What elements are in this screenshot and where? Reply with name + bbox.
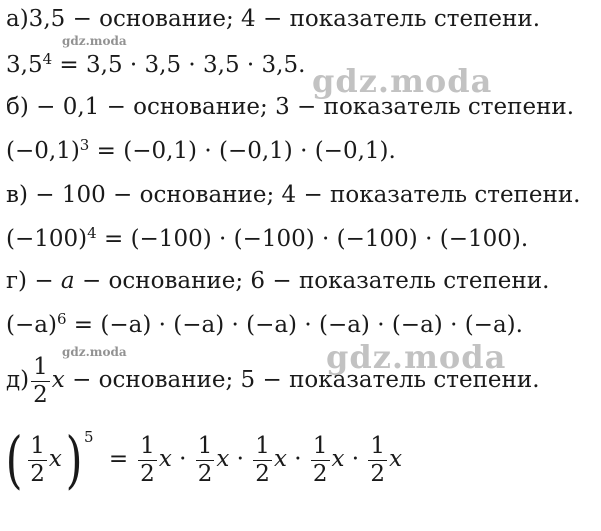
a-exponent: 4 bbox=[42, 49, 53, 68]
item-b-expansion bbox=[6, 136, 396, 166]
g-exponent: 6 bbox=[56, 309, 67, 328]
frac-numerator: 1 bbox=[197, 432, 213, 459]
b-exponent: 3 bbox=[79, 135, 90, 154]
frac-numerator: 1 bbox=[30, 432, 45, 459]
d-prefix: д) bbox=[6, 367, 30, 393]
item-v-expansion bbox=[6, 224, 528, 254]
frac-numerator: 1 bbox=[370, 432, 386, 459]
factor-3-fraction bbox=[253, 432, 272, 487]
b-base: (−0,1) bbox=[6, 138, 80, 164]
watermark-large-top: gdz.moda bbox=[312, 62, 493, 100]
g-product: = (−a) · (−a) · (−a) · (−a) · (−a) · (−a). bbox=[66, 312, 523, 338]
d-variable: x bbox=[216, 446, 230, 472]
watermark-small-bottom: gdz.moda bbox=[62, 345, 127, 359]
a-product: = 3,5 · 3,5 · 3,5 · 3,5. bbox=[52, 52, 306, 78]
left-big-paren: ( bbox=[5, 423, 23, 496]
factor-5-fraction bbox=[368, 432, 387, 487]
item-g-description bbox=[6, 266, 549, 296]
v-base: (−100) bbox=[6, 226, 88, 252]
item-v-description: в) − 100 − основание; 4 − показатель степени. bbox=[6, 182, 581, 208]
frac-numerator: 1 bbox=[312, 432, 328, 459]
multiply-dot: · bbox=[236, 446, 244, 472]
d-fraction bbox=[31, 353, 50, 408]
factor-1-fraction bbox=[138, 432, 157, 487]
equals-sign: = bbox=[108, 446, 129, 472]
frac-denominator: 2 bbox=[140, 460, 155, 487]
right-big-paren: ) bbox=[65, 423, 83, 496]
d-variable: x bbox=[158, 446, 172, 472]
d-variable: x bbox=[389, 446, 403, 472]
g-prefix: г) − bbox=[6, 268, 61, 294]
watermark-large-bottom: gdz.moda bbox=[326, 338, 507, 376]
d-exponent: 5 bbox=[84, 428, 94, 446]
d-variable: x bbox=[331, 446, 345, 472]
g-variable: a bbox=[60, 268, 75, 294]
d-variable: x bbox=[51, 367, 65, 393]
frac-numerator: 1 bbox=[255, 432, 270, 459]
b-product: = (−0,1) · (−0,1) · (−0,1). bbox=[89, 138, 396, 164]
item-d-expansion bbox=[2, 424, 402, 496]
factor-2-fraction bbox=[196, 432, 215, 487]
frac-denominator: 2 bbox=[370, 460, 386, 487]
watermark-small-top: gdz.moda bbox=[62, 34, 127, 48]
multiply-dot: · bbox=[351, 446, 360, 472]
frac-numerator: 1 bbox=[33, 353, 48, 380]
multiply-dot: · bbox=[294, 446, 302, 472]
frac-denominator: 2 bbox=[33, 381, 48, 408]
frac-denominator: 2 bbox=[255, 460, 270, 487]
item-d-description bbox=[6, 352, 540, 408]
frac-denominator: 2 bbox=[312, 460, 328, 487]
item-a-expansion bbox=[6, 50, 305, 80]
d-variable: x bbox=[48, 446, 62, 472]
item-g-expansion bbox=[6, 310, 523, 340]
g-base: (−a) bbox=[6, 312, 57, 338]
item-b-description: б) − 0,1 − основание; 3 − показатель степени. bbox=[6, 94, 575, 120]
d-desc-text: − основание; 5 − показатель степени. bbox=[64, 367, 540, 393]
item-a-description: а)3,5 − основание; 4 − показатель степени. bbox=[6, 6, 541, 32]
frac-numerator: 1 bbox=[140, 432, 155, 459]
g-desc-text: − основание; 6 − показатель степени. bbox=[74, 268, 550, 294]
frac-denominator: 2 bbox=[197, 460, 213, 487]
v-product: = (−100) · (−100) · (−100) · (−100). bbox=[96, 226, 529, 252]
d-variable: x bbox=[273, 446, 287, 472]
factor-4-fraction bbox=[311, 432, 330, 487]
v-exponent: 4 bbox=[87, 223, 97, 242]
multiply-dot: · bbox=[179, 446, 187, 472]
a-base: 3,5 bbox=[6, 52, 43, 78]
d-base-fraction bbox=[28, 432, 47, 487]
frac-denominator: 2 bbox=[30, 460, 45, 487]
